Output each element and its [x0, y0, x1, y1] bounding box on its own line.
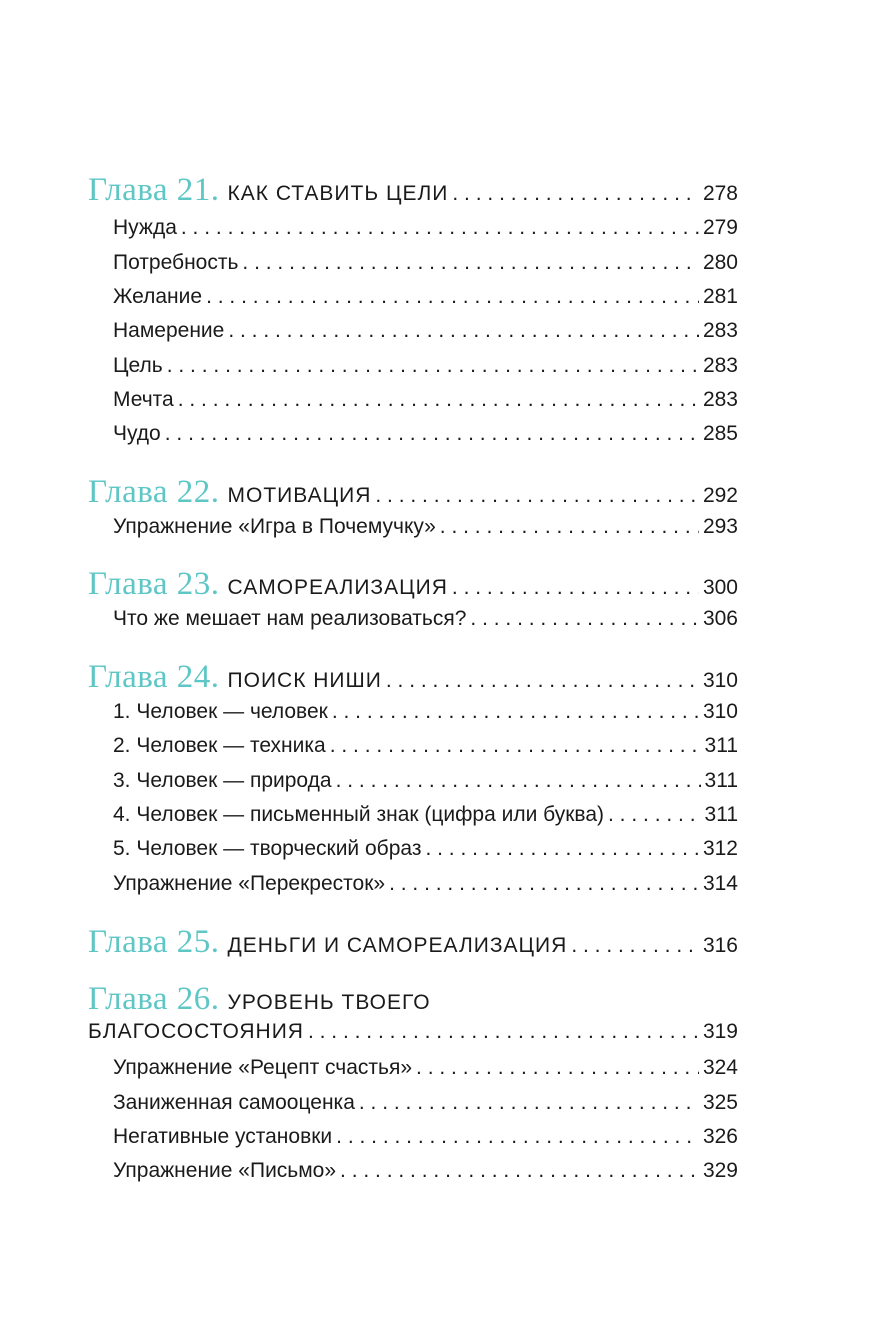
chapter-22-heading	[88, 474, 738, 511]
dot-leader	[336, 1125, 699, 1149]
toc-item-text: Намерение	[113, 319, 225, 342]
toc-item	[113, 1056, 738, 1080]
dot-leader	[332, 700, 699, 724]
toc-item	[113, 872, 738, 896]
page-number: 293	[702, 515, 738, 538]
toc-item-text: Упражнение «Перекресток»	[113, 872, 386, 895]
toc-item	[113, 422, 738, 446]
toc-item-text: 1. Человек — человек	[113, 700, 328, 723]
chapter-26-heading-continued	[88, 1020, 738, 1044]
chapter-21-heading	[88, 172, 738, 209]
page-number: 283	[702, 319, 738, 342]
chapter-label: Глава 23.	[88, 566, 220, 602]
chapter-title: САМОРЕАЛИЗАЦИЯ	[227, 576, 448, 599]
chapter-title: МОТИВАЦИЯ	[227, 484, 372, 507]
toc-item	[113, 515, 738, 539]
page-number: 306	[702, 607, 738, 630]
chapter-title: ДЕНЬГИ И САМОРЕАЛИЗАЦИЯ	[227, 934, 568, 957]
toc-item	[113, 285, 738, 309]
toc-item	[113, 319, 738, 343]
page-number: 281	[702, 285, 738, 308]
page-number: 311	[704, 803, 738, 826]
toc-item-text: 4. Человек — письменный знак (цифра или буква)	[113, 803, 605, 826]
toc-item	[113, 388, 738, 412]
dot-leader	[359, 1091, 699, 1115]
toc-item	[113, 769, 738, 793]
toc-item	[113, 837, 738, 861]
page-number: 314	[702, 872, 738, 895]
dot-leader	[452, 182, 699, 206]
toc-item-text: Упражнение «Письмо»	[113, 1159, 337, 1182]
toc-item-text: Негативные установки	[113, 1125, 333, 1148]
toc-item	[113, 803, 738, 827]
toc-item-text: 3. Человек — природа	[113, 769, 332, 792]
dot-leader	[440, 515, 699, 539]
dot-leader	[167, 354, 699, 378]
chapter-label: Глава 26.	[88, 981, 220, 1017]
page-number: 285	[702, 422, 738, 445]
chapter-label: Глава 25.	[88, 924, 220, 960]
chapter-title: КАК СТАВИТЬ ЦЕЛИ	[227, 182, 449, 205]
page-number: 280	[702, 251, 738, 274]
dot-leader	[340, 1159, 699, 1183]
chapter-title: ПОИСК НИШИ	[227, 669, 382, 692]
dot-leader	[386, 669, 699, 693]
dot-leader	[165, 422, 699, 446]
toc-item-text: Нужда	[113, 216, 177, 239]
toc-item-text: Упражнение «Игра в Почемучку»	[113, 515, 436, 538]
toc-item	[113, 354, 738, 378]
toc-item	[113, 607, 738, 631]
chapter-title-continued: БЛАГОСОСТОЯНИЯ	[88, 1020, 304, 1043]
page-number: 316	[702, 934, 738, 957]
dot-leader	[375, 484, 699, 508]
dot-leader	[178, 388, 699, 412]
toc-item	[113, 1125, 738, 1149]
toc-item-text: Желание	[113, 285, 203, 308]
page-number: 329	[702, 1159, 738, 1182]
toc-item-text: Мечта	[113, 388, 174, 411]
toc-item	[113, 1091, 738, 1115]
toc-item	[113, 251, 738, 275]
toc-item-text: 5. Человек — творческий образ	[113, 837, 422, 860]
page-number: 279	[702, 216, 738, 239]
page-number: 312	[702, 837, 738, 860]
dot-leader	[571, 934, 699, 958]
page-number: 283	[702, 388, 738, 411]
dot-leader	[242, 251, 699, 275]
page-number: 311	[704, 734, 738, 757]
chapter-26-heading	[88, 981, 738, 1018]
chapter-24-heading	[88, 659, 738, 696]
page-number: 292	[702, 484, 738, 507]
dot-leader	[206, 285, 699, 309]
toc-item-text: Чудо	[113, 422, 161, 445]
toc-item	[113, 1159, 738, 1183]
toc-item-text: Цель	[113, 354, 163, 377]
toc-item-text: 2. Человек — техника	[113, 734, 326, 757]
dot-leader	[416, 1056, 699, 1080]
chapter-label: Глава 24.	[88, 659, 220, 695]
toc-item-text: Потребность	[113, 251, 239, 274]
chapter-label: Глава 22.	[88, 474, 220, 510]
toc-item	[113, 734, 738, 758]
page-number: 283	[702, 354, 738, 377]
chapter-25-heading	[88, 924, 738, 961]
dot-leader	[452, 576, 699, 600]
dot-leader	[181, 216, 699, 240]
page-number: 324	[702, 1056, 738, 1079]
page-number: 310	[702, 669, 738, 692]
dot-leader	[608, 803, 701, 827]
page-number: 325	[702, 1091, 738, 1114]
chapter-title: УРОВЕНЬ ТВОЕГО	[227, 991, 431, 1014]
page-number: 278	[702, 182, 738, 205]
toc-item	[113, 700, 738, 724]
page-number: 310	[702, 700, 738, 723]
chapter-label: Глава 21.	[88, 172, 220, 208]
dot-leader	[336, 769, 701, 793]
page-number: 311	[704, 769, 738, 792]
page-number: 300	[702, 576, 738, 599]
dot-leader	[470, 607, 699, 631]
toc-item-text: Упражнение «Рецепт счастья»	[113, 1056, 413, 1079]
toc-item	[113, 216, 738, 240]
dot-leader	[228, 319, 699, 343]
dot-leader	[425, 837, 699, 861]
dot-leader	[308, 1020, 699, 1044]
toc-item-text: Что же мешает нам реализоваться?	[113, 607, 467, 630]
page-number: 319	[702, 1020, 738, 1043]
dot-leader	[389, 872, 699, 896]
dot-leader	[330, 734, 701, 758]
toc-item-text: Заниженная самооценка	[113, 1091, 355, 1114]
chapter-23-heading	[88, 566, 738, 603]
page-number: 326	[702, 1125, 738, 1148]
